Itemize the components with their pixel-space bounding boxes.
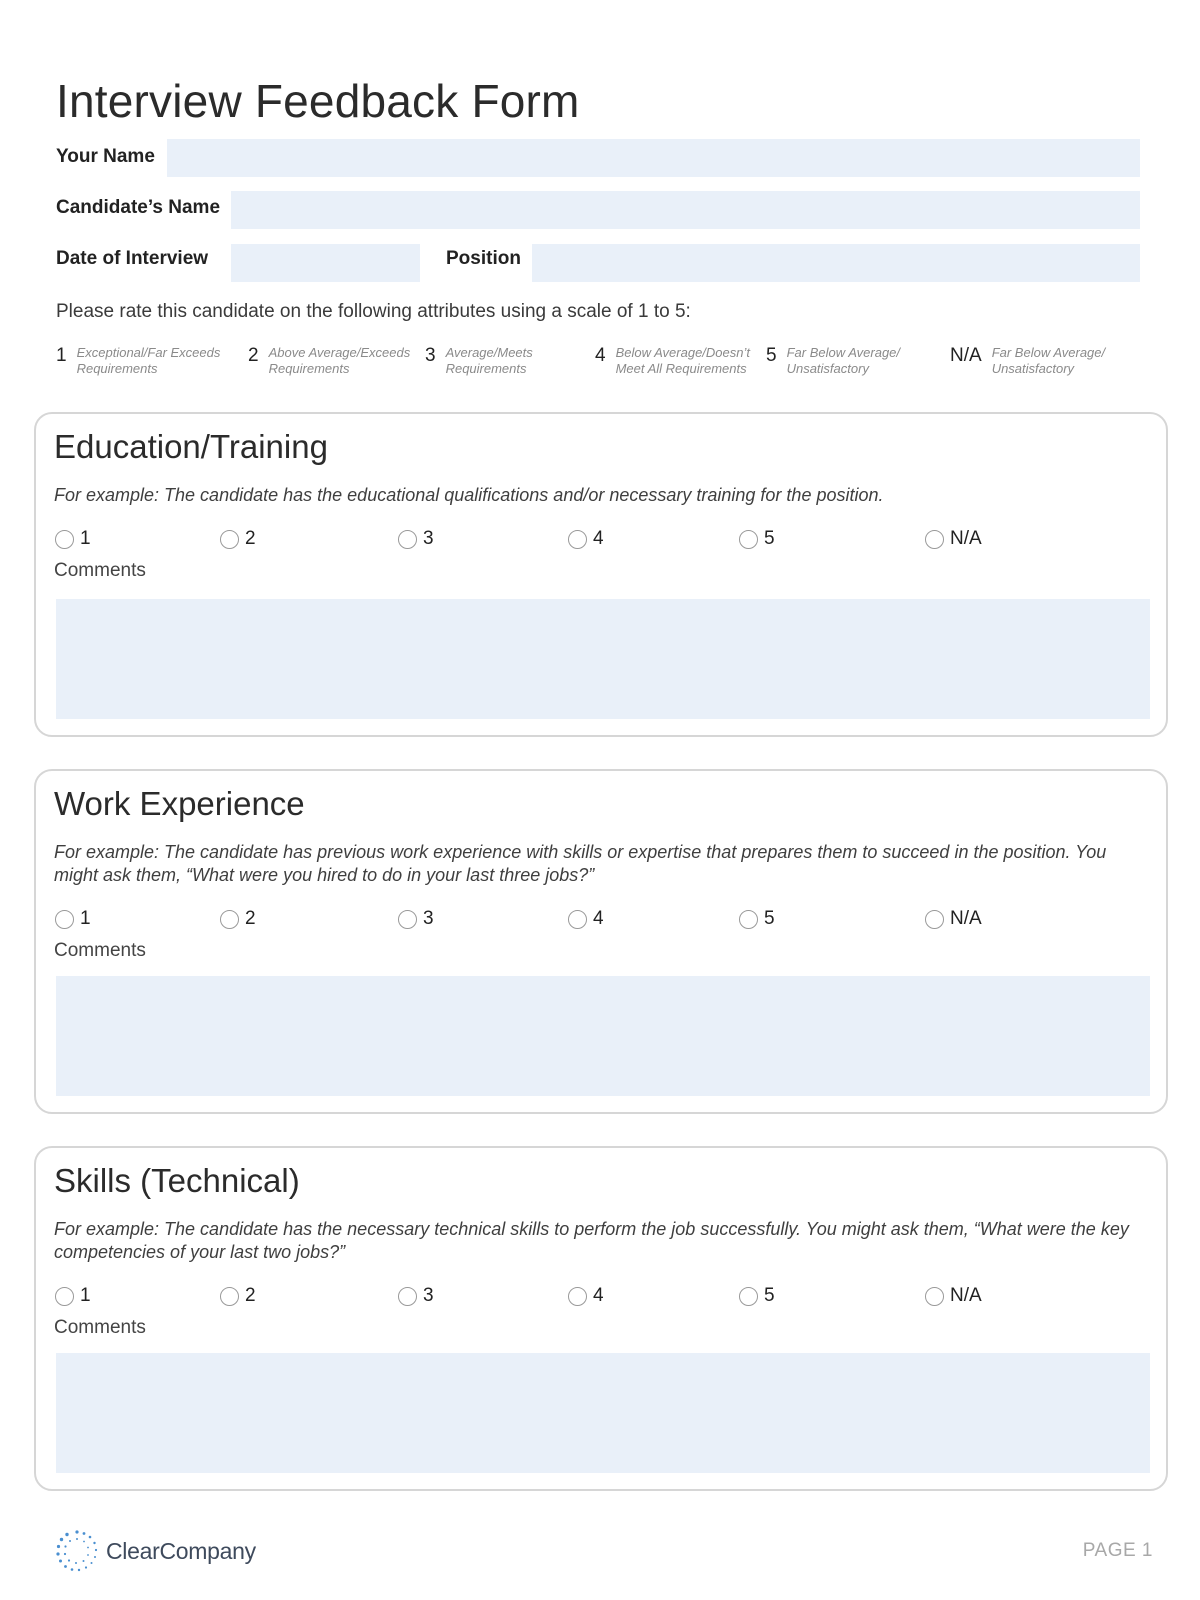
scale-description: Above Average/Exceeds Requirements xyxy=(268,345,411,376)
rating-radio-1[interactable] xyxy=(55,528,91,550)
scale-description: Average/Meets Requirements xyxy=(445,345,533,376)
scale-number: 2 xyxy=(248,345,259,366)
section-skills-technical xyxy=(34,1146,1168,1491)
rating-instructions: Please rate this candidate on the following attributes using a scale of 1 to 5: xyxy=(56,301,691,322)
company-logo xyxy=(54,1528,256,1574)
radio-label: 3 xyxy=(423,1285,434,1306)
rating-radio-2[interactable] xyxy=(220,528,256,550)
radio-label: 4 xyxy=(593,528,604,549)
scale-item xyxy=(950,345,1122,377)
radio-label: 5 xyxy=(764,908,775,929)
section-title: Skills (Technical) xyxy=(54,1162,300,1199)
rating-radio-5[interactable] xyxy=(739,908,775,930)
radio-circle-icon[interactable] xyxy=(739,1287,758,1306)
radio-circle-icon[interactable] xyxy=(925,1287,944,1306)
radio-circle-icon[interactable] xyxy=(55,530,74,549)
rating-radio-2[interactable] xyxy=(220,1285,256,1307)
scale-number: 5 xyxy=(766,345,777,366)
section-title: Education/Training xyxy=(54,428,328,465)
date-of-interview-input[interactable] xyxy=(231,244,420,282)
radio-label: 4 xyxy=(593,908,604,929)
clearcompany-logo-icon xyxy=(54,1528,100,1574)
radio-circle-icon[interactable] xyxy=(925,910,944,929)
scale-number: 3 xyxy=(425,345,436,366)
radio-circle-icon[interactable] xyxy=(925,530,944,549)
rating-radio-4[interactable] xyxy=(568,528,604,550)
section-example: For example: The candidate has the necessary technical skills to perform the job successfully. You might ask them, “What were the key competencies of your last two jobs?” xyxy=(54,1219,1129,1262)
scale-description: Far Below Average/ Unsatisfactory xyxy=(991,345,1106,376)
scale-item xyxy=(425,345,556,377)
comments-textarea[interactable] xyxy=(56,1353,1150,1473)
radio-label: 1 xyxy=(80,528,91,549)
scale-item xyxy=(56,345,227,377)
rating-radio-5[interactable] xyxy=(739,1285,775,1307)
radio-circle-icon[interactable] xyxy=(398,530,417,549)
section-title: Work Experience xyxy=(54,785,305,822)
comments-label: Comments xyxy=(54,560,146,581)
radio-label: 2 xyxy=(245,1285,256,1306)
scale-number: 1 xyxy=(56,345,67,366)
scale-number: 4 xyxy=(595,345,606,366)
radio-label: 1 xyxy=(80,1285,91,1306)
rating-radio-3[interactable] xyxy=(398,1285,434,1307)
radio-label: N/A xyxy=(950,528,982,549)
radio-label: 2 xyxy=(245,908,256,929)
your-name-input[interactable] xyxy=(167,139,1140,177)
radio-label: N/A xyxy=(950,1285,982,1306)
comments-label: Comments xyxy=(54,940,146,961)
radio-circle-icon[interactable] xyxy=(55,910,74,929)
scale-number: N/A xyxy=(950,345,982,366)
rating-radio-na[interactable] xyxy=(925,908,982,930)
scale-item xyxy=(248,345,419,377)
radio-circle-icon[interactable] xyxy=(568,1287,587,1306)
section-education-training xyxy=(34,412,1168,737)
candidate-name-input[interactable] xyxy=(231,191,1140,229)
position-input[interactable] xyxy=(532,244,1140,282)
radio-circle-icon[interactable] xyxy=(398,910,417,929)
radio-circle-icon[interactable] xyxy=(568,910,587,929)
page-title: Interview Feedback Form xyxy=(56,75,580,127)
radio-circle-icon[interactable] xyxy=(398,1287,417,1306)
rating-radio-3[interactable] xyxy=(398,908,434,930)
company-name: ClearCompany xyxy=(106,1537,256,1564)
candidate-name-label: Candidate’s Name xyxy=(56,197,221,218)
scale-description: Far Below Average/ Unsatisfactory xyxy=(786,345,901,376)
radio-label: N/A xyxy=(950,908,982,929)
rating-radio-3[interactable] xyxy=(398,528,434,550)
rating-radio-4[interactable] xyxy=(568,908,604,930)
rating-radio-4[interactable] xyxy=(568,1285,604,1307)
scale-item xyxy=(766,345,917,377)
section-work-experience xyxy=(34,769,1168,1114)
radio-circle-icon[interactable] xyxy=(220,1287,239,1306)
radio-label: 5 xyxy=(764,528,775,549)
rating-radio-1[interactable] xyxy=(55,1285,91,1307)
radio-circle-icon[interactable] xyxy=(55,1287,74,1306)
page-number: PAGE 1 xyxy=(1082,1540,1153,1561)
scale-item xyxy=(595,345,761,377)
radio-label: 4 xyxy=(593,1285,604,1306)
section-example: For example: The candidate has the educational qualifications and/or necessary training for the position. xyxy=(54,485,884,505)
radio-circle-icon[interactable] xyxy=(220,530,239,549)
radio-circle-icon[interactable] xyxy=(220,910,239,929)
comments-textarea[interactable] xyxy=(56,599,1150,719)
radio-label: 2 xyxy=(245,528,256,549)
comments-label: Comments xyxy=(54,1317,146,1338)
radio-label: 1 xyxy=(80,908,91,929)
rating-radio-1[interactable] xyxy=(55,908,91,930)
radio-circle-icon[interactable] xyxy=(739,530,758,549)
date-of-interview-label: Date of Interview xyxy=(56,248,209,269)
position-label: Position xyxy=(446,248,521,269)
rating-radio-2[interactable] xyxy=(220,908,256,930)
scale-description: Exceptional/Far Exceeds Requirements xyxy=(76,345,221,376)
comments-textarea[interactable] xyxy=(56,976,1150,1096)
scale-description: Below Average/Doesn’t Meet All Requirements xyxy=(615,345,750,376)
rating-radio-na[interactable] xyxy=(925,528,982,550)
radio-circle-icon[interactable] xyxy=(739,910,758,929)
radio-label: 3 xyxy=(423,908,434,929)
section-example: For example: The candidate has previous work experience with skills or expertise that prepares them to succeed in the position. You might ask them, “What were you hired to do in your last three jobs?” xyxy=(54,842,1107,885)
radio-label: 3 xyxy=(423,528,434,549)
rating-radio-5[interactable] xyxy=(739,528,775,550)
your-name-label: Your Name xyxy=(56,146,155,167)
rating-radio-na[interactable] xyxy=(925,1285,982,1307)
radio-label: 5 xyxy=(764,1285,775,1306)
radio-circle-icon[interactable] xyxy=(568,530,587,549)
